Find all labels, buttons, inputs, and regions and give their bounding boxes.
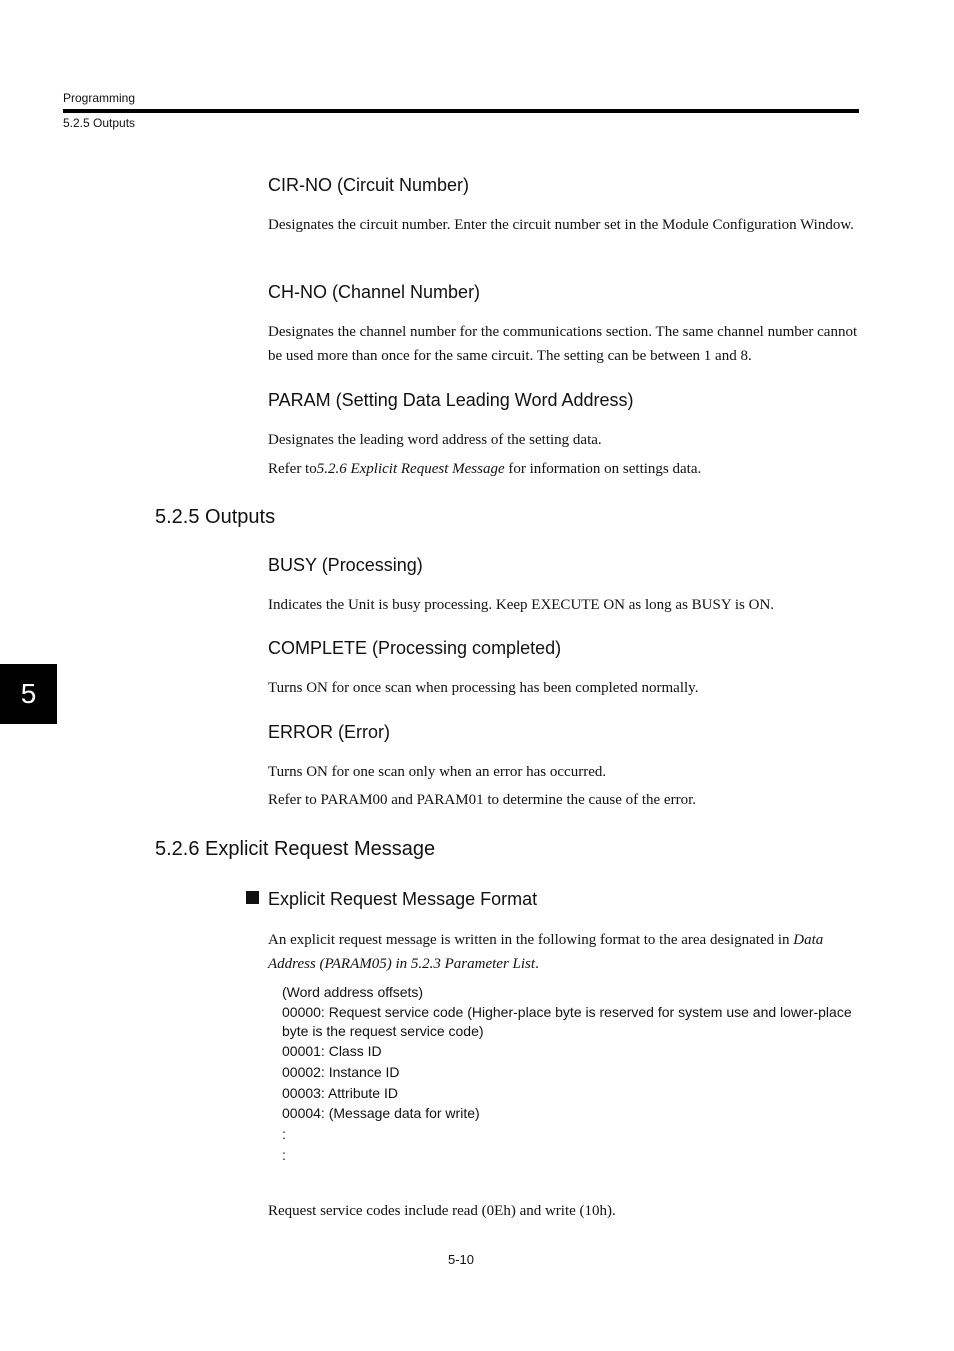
format-line: (Word address offsets) [282,984,424,1000]
param-text: Designates the leading word address of the setting data. [268,432,602,448]
error-text-1: Turns ON for one scan only when an error has occurred. [268,764,607,780]
explicit-intro-suffix: . [535,956,539,972]
square-bullet-icon [246,891,259,904]
format-line: : [282,1147,286,1163]
param-refer-link: 5.2.6 Explicit Request Message [316,461,505,477]
ch-no-text: Designates the channel number for the communications section. The same channel number cannot be used more than once for the same circuit. The setting can be between 1 and 8. [268,324,858,364]
cir-no-text: Designates the circuit number. Enter the circuit number set in the Module Configuration Window. [268,217,854,233]
param-refer-prefix: Refer to [268,461,317,477]
format-line: 00001: Class ID [282,1043,382,1059]
cir-no-heading: CIR-NO (Circuit Number) [268,175,470,195]
format-line: : [282,1126,286,1142]
complete-text: Turns ON for once scan when processing has been completed normally. [268,680,699,696]
busy-heading: BUSY (Processing) [268,555,423,575]
param-heading: PARAM (Setting Data Leading Word Address) [268,390,634,410]
explicit-format-heading: Explicit Request Message Format [268,889,538,909]
param-refer [268,457,860,481]
format-line: 00003: Attribute ID [282,1085,398,1101]
page-number: 5-10 [447,1252,475,1267]
running-header-chapter: Programming [63,91,136,105]
format-line: 00002: Instance ID [282,1064,400,1080]
header-rule [63,109,859,113]
busy-text: Indicates the Unit is busy processing. Keep EXECUTE ON as long as BUSY is ON. [268,597,775,613]
format-list [282,982,852,1166]
explicit-intro-prefix: An explicit request message is written in the following format to the area designated in [268,932,794,948]
explicit-closing: Request service codes include read (0Eh) and write (10h). [268,1203,616,1219]
format-line: 00000: Request service code (Higher-place byte is reserved for system use and lower-place byte is the request service code) [282,1004,852,1039]
chapter-tab: 5 [0,664,57,724]
format-line: 00004: (Message data for write) [282,1105,480,1121]
running-header-section: 5.2.5 Outputs [63,116,136,130]
error-text-2: Refer to PARAM00 and PARAM01 to determine the cause of the error. [268,792,696,808]
complete-heading: COMPLETE (Processing completed) [268,638,562,658]
explicit-intro-ref: Data Address (PARAM05) in 5.2.3 Parameter List [268,932,824,972]
error-heading: ERROR (Error) [268,722,390,742]
explicit-intro [268,928,860,976]
ch-no-heading: CH-NO (Channel Number) [268,282,481,302]
explicit-section-heading: 5.2.6 Explicit Request Message [155,838,436,860]
param-refer-suffix: for information on settings data. [504,461,702,477]
outputs-section-heading: 5.2.5 Outputs [155,506,276,528]
